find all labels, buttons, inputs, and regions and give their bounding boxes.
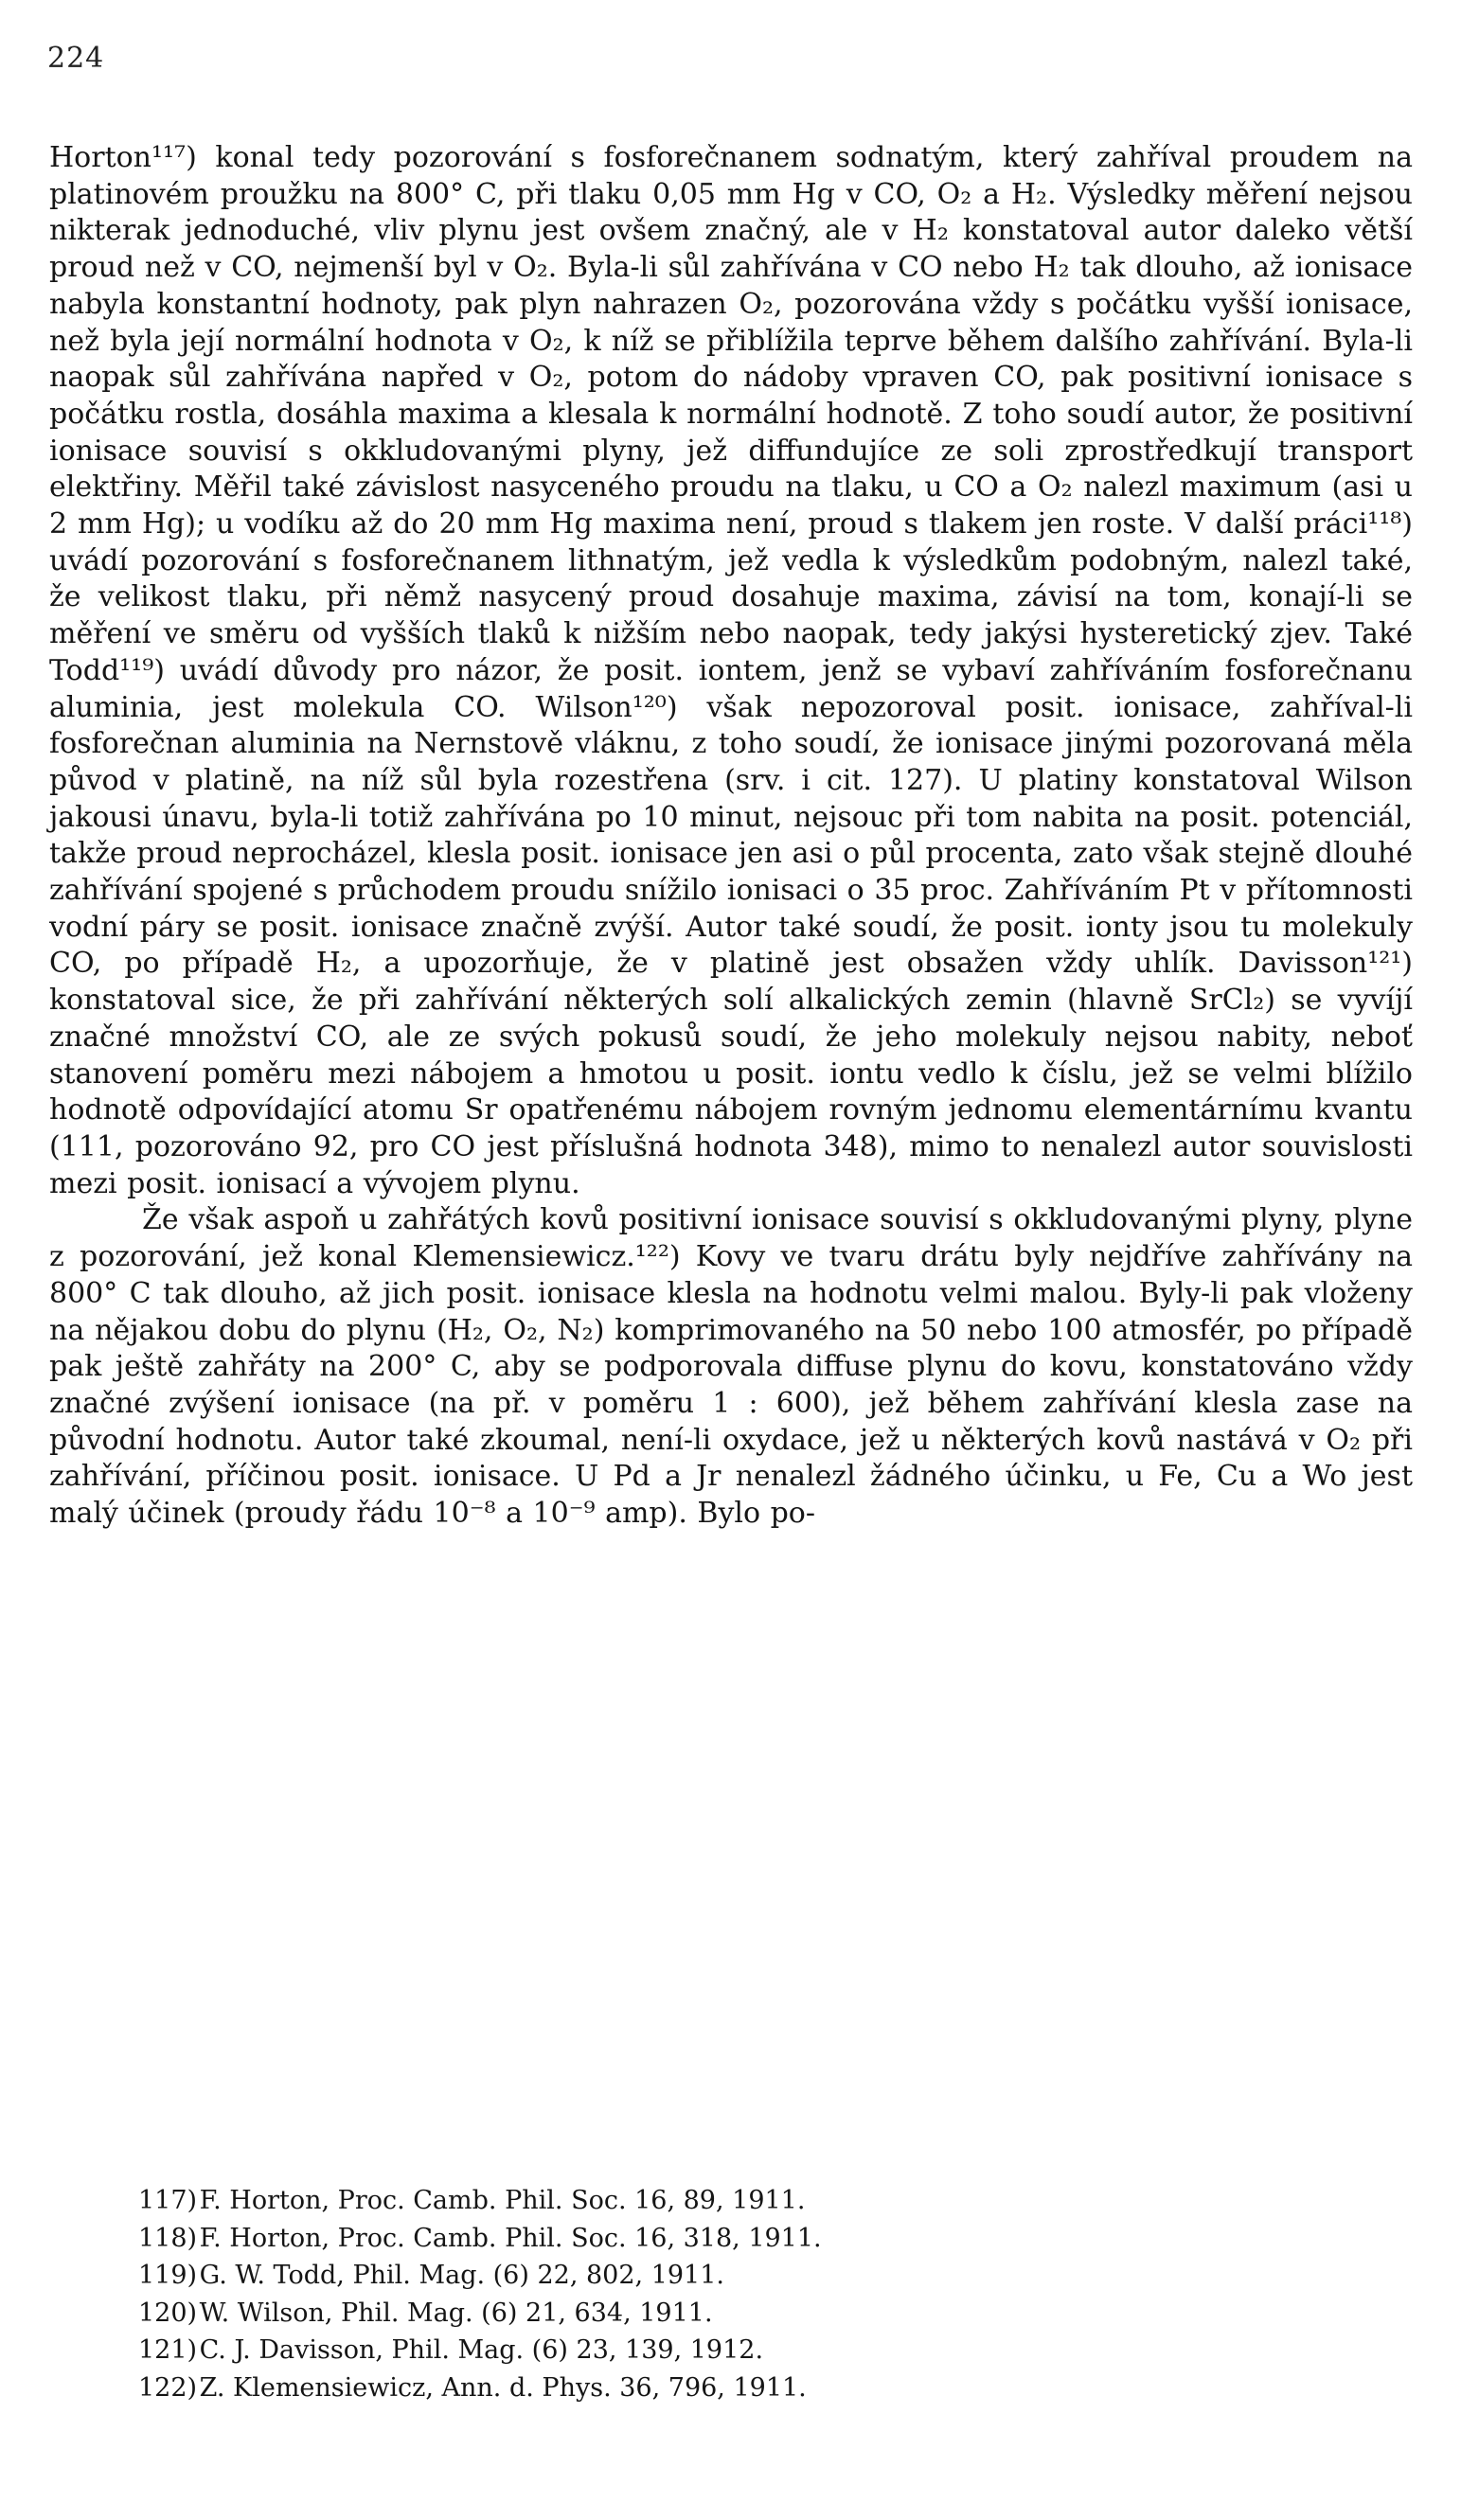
- body-text: [49, 140, 1413, 1533]
- footnote-text: C. J. Davisson, Phil. Mag. (6) 23, 139, 1912.: [199, 2335, 764, 2365]
- page-number: 224: [47, 42, 105, 75]
- paragraph: Že však aspoň u zahřátých kovů positivní ionisace souvisí s okkludovanými plyny, plyne z pozorování, jež konal Klemensiewicz.¹²²) Kovy ve tvaru drátu byly nejdříve zahřívány na 800° C tak dlouho, až jich posit. ionisace klesla na hodnotu velmi malou. Byly-li pak vloženy na nějakou dobu do plynu (H₂, O₂, N₂) komprimovaného na 50 nebo 100 atmosfér, po případě pak ještě zahřáty na 200° C, aby se podporovala diffuse plynu do kovu, konstatováno vždy značné zvýšení ionisace (na př. v poměru 1 : 600), jež během zahřívání klesla zase na původní hodnotu. Autor také zkoumal, není-li oxydace, jež u některých kovů nastává v O₂ při zahřívání, příčinou posit. ionisace. U Pd a Jr nenalezl žádného účinku, u Fe, Cu a Wo jest malý účinek (proudy řádu 10⁻⁸ a 10⁻⁹ amp). Bylo po-: [49, 1203, 1413, 1531]
- footnote: [138, 2220, 1369, 2258]
- footnote-text: Z. Klemensiewicz, Ann. d. Phys. 36, 796, 1911.: [199, 2372, 807, 2403]
- footnote-text: G. W. Todd, Phil. Mag. (6) 22, 802, 1911.: [199, 2261, 724, 2290]
- footnotes: [138, 2182, 1369, 2406]
- footnote-mark: 117): [138, 2186, 198, 2215]
- paragraph: Horton¹¹⁷) konal tedy pozorování s fosforečnanem sodnatým, který zahříval proudem na platinovém proužku na 800° C, při tlaku 0,05 mm Hg v CO, O₂ a H₂. Výsledky měření nejsou nikterak jednoduché, vliv plynu jest ovšem značný, ale v H₂ konstatoval autor daleko větší proud než v CO, nejmenší byl v O₂. Byla-li sůl zahřívána v CO nebo H₂ tak dlouho, až ionisace nabyla konstantní hodnoty, pak plyn nahrazen O₂, pozorována vždy s počátku vyšší ionisace, než byla její normální hodnota v O₂, k níž se přiblížila teprve během dalšího zahřívání. Byla-li naopak sůl zahřívána napřed v O₂, potom do nádoby vpraven CO, pak positivní ionisace s počátku rostla, dosáhla maxima a klesala k normální hodnotě. Z toho soudí autor, že positivní ionisace souvisí s okkludovanými plyny, jež diffundujíce ze soli zprostředkují transport elektřiny. Měřil také závislost nasyceného proudu na tlaku, u CO a O₂ nalezl maximum (asi u 2 mm Hg); u vodíku až do 20 mm Hg maxima není, proud s tlakem jen roste. V další práci¹¹⁸) uvádí pozorování s fosforečnanem lithnatým, jež vedla k výsledkům podobným, nalezl také, že velikost tlaku, při němž nasycený proud dosahuje maxima, závisí na tom, konají-li se měření ve směru od vyšších tlaků k nižším nebo naopak, tedy jakýsi hysteretický zjev. Také Todd¹¹⁹) uvádí důvody pro názor, že posit. iontem, jenž se vybaví zahříváním fosforečnanu aluminia, jest molekula CO. Wilson¹²⁰) však nepozoroval posit. ionisace, zahříval-li fosforečnan aluminia na Nernstově vláknu, z toho soudí, že ionisace jinými pozorovaná měla původ v platině, na níž sůl byla rozestřena (srv. i cit. 127). U platiny konstatoval Wilson jakousi únavu, byla-li totiž zahřívána po 10 minut, nejsouc při tom nabita na posit. potenciál, takže proud neprocházel, klesla posit. ionisace jen asi o půl procenta, zato však stejně dlouhé zahřívání spojené s průchodem proudu snížilo ionisaci o 35 proc. Zahříváním Pt v přítomnosti vodní páry se posit. ionisace značně zvýší. Autor také soudí, že posit. ionty jsou tu molekuly CO, po případě H₂, a upozorňuje, že v platině jest obsažen vždy uhlík. Davisson¹²¹) konstatoval sice, že při zahřívání některých solí alkalických zemin (hlavně SrCl₂) se vyvíjí značné množství CO, ale ze svých pokusů soudí, že jeho molekuly nejsou nabity, neboť stanovení poměru mezi nábojem a hmotou u posit. iontu vedlo k číslu, jež se velmi blížilo hodnotě odpovídající atomu Sr opatřenému nábojem rovným jednomu elementárnímu kvantu (111, pozorováno 92, pro CO jest příslušná hodnota 348), mimo to nenalezl autor souvislosti mezi posit. ionisací a vývojem plynu.: [49, 141, 1413, 1200]
- footnote-mark: 121): [138, 2335, 198, 2365]
- footnote: [138, 2257, 1369, 2295]
- footnote-text: F. Horton, Proc. Camb. Phil. Soc. 16, 318, 1911.: [199, 2223, 822, 2253]
- footnote-mark: 119): [138, 2261, 198, 2290]
- footnote-text: F. Horton, Proc. Camb. Phil. Soc. 16, 89, 1911.: [199, 2186, 806, 2215]
- footnote: [138, 2332, 1369, 2369]
- footnote-text: W. Wilson, Phil. Mag. (6) 21, 634, 1911.: [199, 2298, 713, 2328]
- footnote-mark: 118): [138, 2223, 198, 2253]
- footnote: [138, 2369, 1369, 2407]
- footnote-mark: 120): [138, 2298, 198, 2328]
- footnote-mark: 122): [138, 2372, 198, 2403]
- footnote: [138, 2182, 1369, 2220]
- footnote: [138, 2295, 1369, 2333]
